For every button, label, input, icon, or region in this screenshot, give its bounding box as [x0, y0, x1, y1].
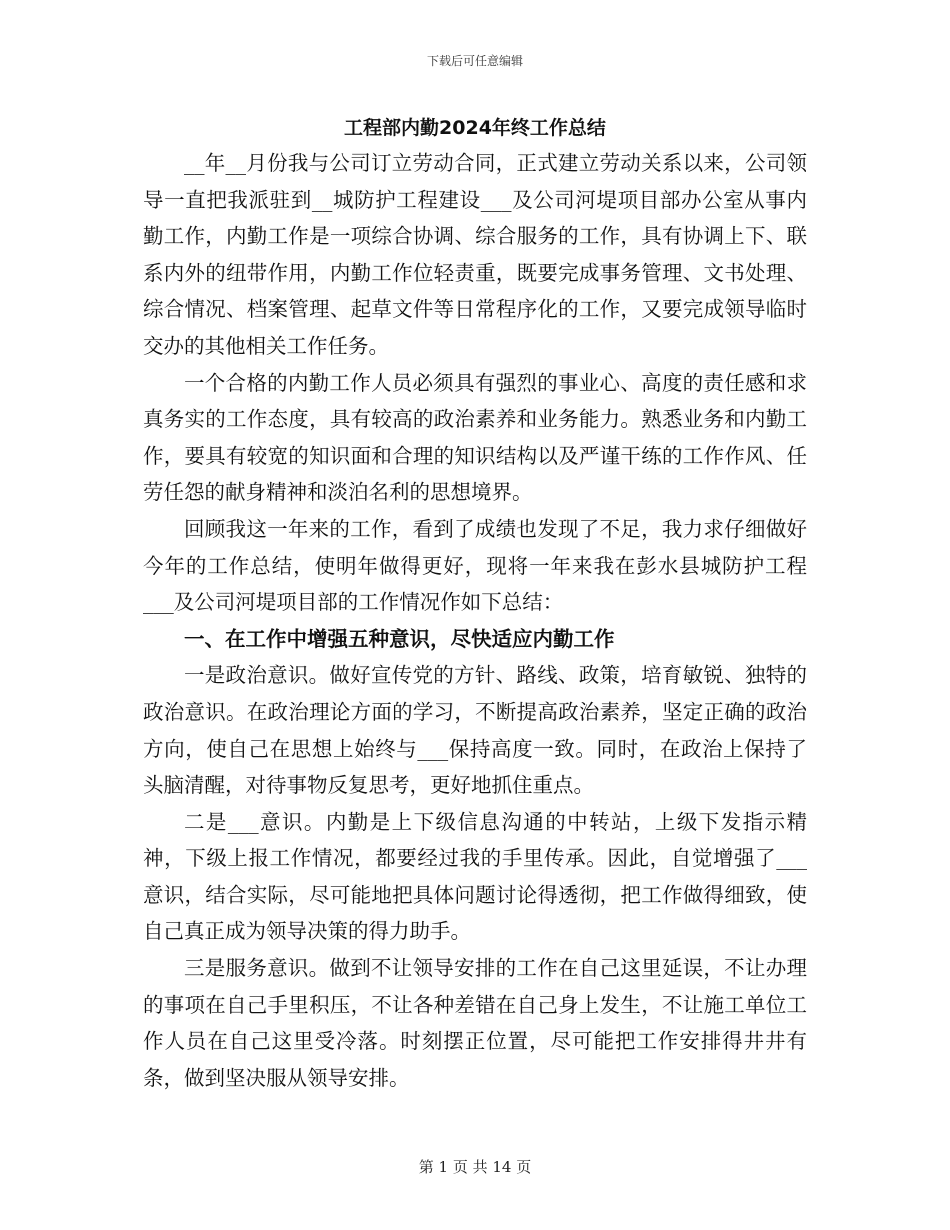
section-paragraph-1: 一是政治意识。做好宣传党的方针、路线、政策，培育敏锐、独特的政治意识。在政治理论方面的学习，不断提高政治素养，坚定正确的政治方向，使自己在思想上始终与___保持高度一致。同时，在政治上保持了头脑清醒，对待事物反复思考，更好地抓住重点。	[143, 663, 807, 798]
paragraph-3: 回顾我这一年来的工作，看到了成绩也发现了不足，我力求仔细做好今年的工作总结，使明年做得更好，现将一年来我在彭水县城防护工程___及公司河堤项目部的工作情况作如下总结：	[143, 516, 807, 615]
document-title: 工程部内勤2024年终工作总结	[344, 117, 606, 139]
paragraph-2: 一个合格的内勤工作人员必须具有强烈的事业心、高度的责任感和求真务实的工作态度，具有较高的政治素养和业务能力。熟悉业务和内勤工作，要具有较宽的知识面和合理的知识结构以及严谨干练的工作作风、任劳任怨的献身精神和淡泊名利的思想境界。	[143, 370, 807, 505]
header-note: 下载后可任意编辑	[426, 54, 523, 68]
section-paragraph-3: 三是服务意识。做到不让领导安排的工作在自己这里延误，不让办理的事项在自己手里积压，不让各种差错在自己身上发生，不让施工单位工作人员在自己这里受冷落。时刻摆正位置，尽可能把工作安排得井井有条，做到坚决服从领导安排。	[143, 956, 807, 1090]
page-footer: 第 1 页 共 14 页	[418, 1158, 532, 1176]
section-heading: 一、在工作中增强五种意识，尽快适应内勤工作	[184, 626, 615, 651]
document-body	[143, 145, 807, 1096]
section-paragraph-2: 二是___意识。内勤是上下级信息沟通的中转站，上级下发指示精神，下级上报工作情况，都要经过我的手里传承。因此，自觉增强了___意识，结合实际，尽可能地把具体问题讨论得透彻，把工作做得细致，使自己真正成为领导决策的得力助手。	[143, 809, 807, 944]
paragraph-1: __年__月份我与公司订立劳动合同，正式建立劳动关系以来，公司领导一直把我派驻到__城防护工程建设___及公司河堤项目部办公室从事内勤工作，内勤工作是一项综合协调、综合服务的工作，具有协调上下、联系内外的纽带作用，内勤工作位轻责重，既要完成事务管理、文书处理、综合情况、档案管理、起草文件等日常程序化的工作，又要完成领导临时交办的其他相关工作任务。	[143, 151, 807, 358]
